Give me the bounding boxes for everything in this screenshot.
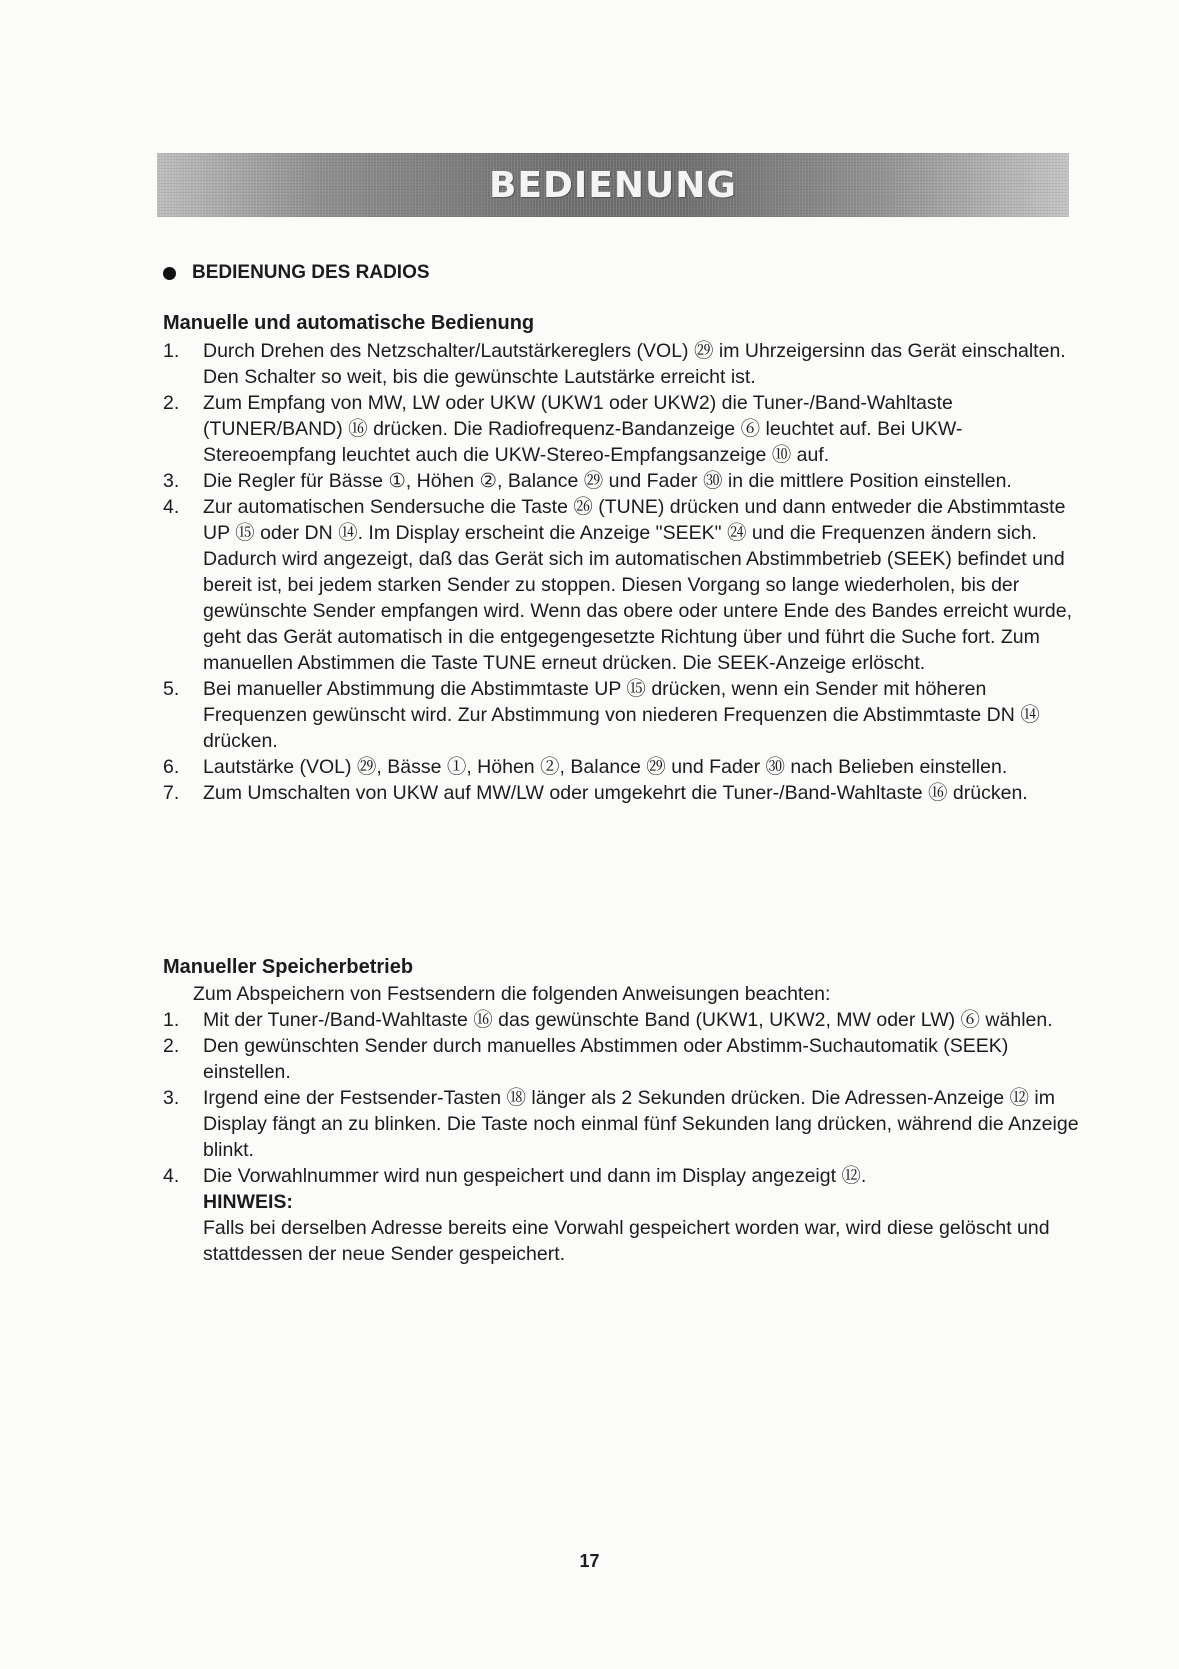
list-item: [163, 1085, 1083, 1163]
list-item: [163, 338, 1083, 390]
note-title: HINWEIS:: [203, 1191, 293, 1213]
item-number: 4.: [163, 1165, 180, 1187]
page-number: 17: [579, 1551, 600, 1571]
item-number: 6.: [163, 756, 180, 778]
list-item: [163, 676, 1083, 754]
item-text: Mit der Tuner-/Band-Wahltaste ⑯ das gewünschte Band (UKW1, UKW2, MW oder LW) ⑥ wählen.: [203, 1009, 1053, 1031]
item-number: 5.: [163, 678, 180, 700]
list-item: [163, 754, 1083, 780]
section-heading: [163, 262, 430, 284]
bullet-icon: [163, 267, 176, 280]
subheading-manual-auto: Manuelle und automatische Bedienung: [163, 312, 535, 334]
subheading-memory: Manueller Speicherbetrieb: [163, 956, 414, 978]
page-title: BEDIENUNG: [489, 164, 737, 206]
manual-auto-list: [163, 338, 1083, 806]
note-text: Falls bei derselben Adresse bereits eine Vorwahl gespeichert worden war, wird diese gelöscht und stattdessen der neue Sender gespeichert.: [203, 1217, 1050, 1265]
item-number: 1.: [163, 1009, 180, 1031]
item-text: Lautstärke (VOL) ㉙, Bässe ①, Höhen ②, Balance ㉙ und Fader ㉚ nach Belieben einstellen.: [203, 756, 1008, 778]
item-number: 4.: [163, 496, 180, 518]
list-item: [163, 1163, 1083, 1189]
list-item: [163, 780, 1083, 806]
memory-list: [163, 1007, 1083, 1267]
list-item: [163, 1007, 1083, 1033]
item-number: 7.: [163, 782, 180, 804]
item-number: 3.: [163, 1087, 180, 1109]
item-number: 2.: [163, 1035, 180, 1057]
item-text: Die Regler für Bässe ①, Höhen ②, Balance ㉙ und Fader ㉚ in die mittlere Position einstellen.: [203, 470, 1012, 492]
item-text: Bei manueller Abstimmung die Abstimmtaste UP ⑮ drücken, wenn ein Sender mit höheren Frequenzen gewünscht wird. Zur Abstimmung von niederen Frequenzen die Abstimmtaste DN ⑭ drücken.: [203, 678, 1040, 752]
title-banner: [157, 153, 1069, 217]
item-text: Irgend eine der Festsender-Tasten ⑱ länger als 2 Sekunden drücken. Die Adressen-Anzeige ⑫ im Display fängt an zu blinken. Die Taste noch einmal fünf Sekunden lang drücken, während die Anzeige blinkt.: [203, 1087, 1079, 1161]
item-text: Zur automatischen Sendersuche die Taste ㉖ (TUNE) drücken und dann entweder die Abstimmtaste UP ⑮ oder DN ⑭. Im Display erscheint die Anzeige "SEEK" ㉔ und die Frequenzen ändern sich. Dadurch wird angezeigt, daß das Gerät sich im automatischen Abstimmbetrieb (SEEK) befindet und bereit ist, bei jedem starken Sender zu stoppen. Diesen Vorgang so lange wiederholen, bis der gewünschte Sender empfangen wird. Wenn das obere oder untere Ende des Bandes erreicht wurde, geht das Gerät automatisch in die entgegengesetzte Richtung über und führt die Suche fort. Zum manuellen Abstimmen die Taste TUNE erneut drücken. Die SEEK-Anzeige erlöscht.: [203, 496, 1073, 674]
item-text: Zum Empfang von MW, LW oder UKW (UKW1 oder UKW2) die Tuner-/Band-Wahltaste (TUNER/BAND) ⑯ drücken. Die Radiofrequenz-Bandanzeige ⑥ leuchtet auf. Bei UKW-Stereoempfang leuchtet auch die UKW-Stereo-Empfangsanzeige ⑩ auf.: [203, 392, 963, 466]
item-text: Zum Umschalten von UKW auf MW/LW oder umgekehrt die Tuner-/Band-Wahltaste ⑯ drücken.: [203, 782, 1028, 804]
list-item: [163, 468, 1083, 494]
item-number: 3.: [163, 470, 180, 492]
list-item: [163, 390, 1083, 468]
memory-intro: Zum Abspeichern von Festsendern die folgenden Anweisungen beachten:: [193, 983, 831, 1005]
list-item: [163, 494, 1083, 676]
list-item: [163, 1033, 1083, 1085]
item-text: Die Vorwahlnummer wird nun gespeichert und dann im Display angezeigt ⑫.: [203, 1165, 867, 1187]
note-block: [163, 1189, 1083, 1267]
item-number: 2.: [163, 392, 180, 414]
item-number: 1.: [163, 340, 180, 362]
item-text: Durch Drehen des Netzschalter/Lautstärkereglers (VOL) ㉙ im Uhrzeigersinn das Gerät einschalten. Den Schalter so weit, bis die gewünschte Lautstärke erreicht ist.: [203, 340, 1066, 388]
item-text: Den gewünschten Sender durch manuelles Abstimmen oder Abstimm-Suchautomatik (SEEK) einstellen.: [203, 1035, 1009, 1083]
section-title: BEDIENUNG DES RADIOS: [192, 262, 430, 283]
